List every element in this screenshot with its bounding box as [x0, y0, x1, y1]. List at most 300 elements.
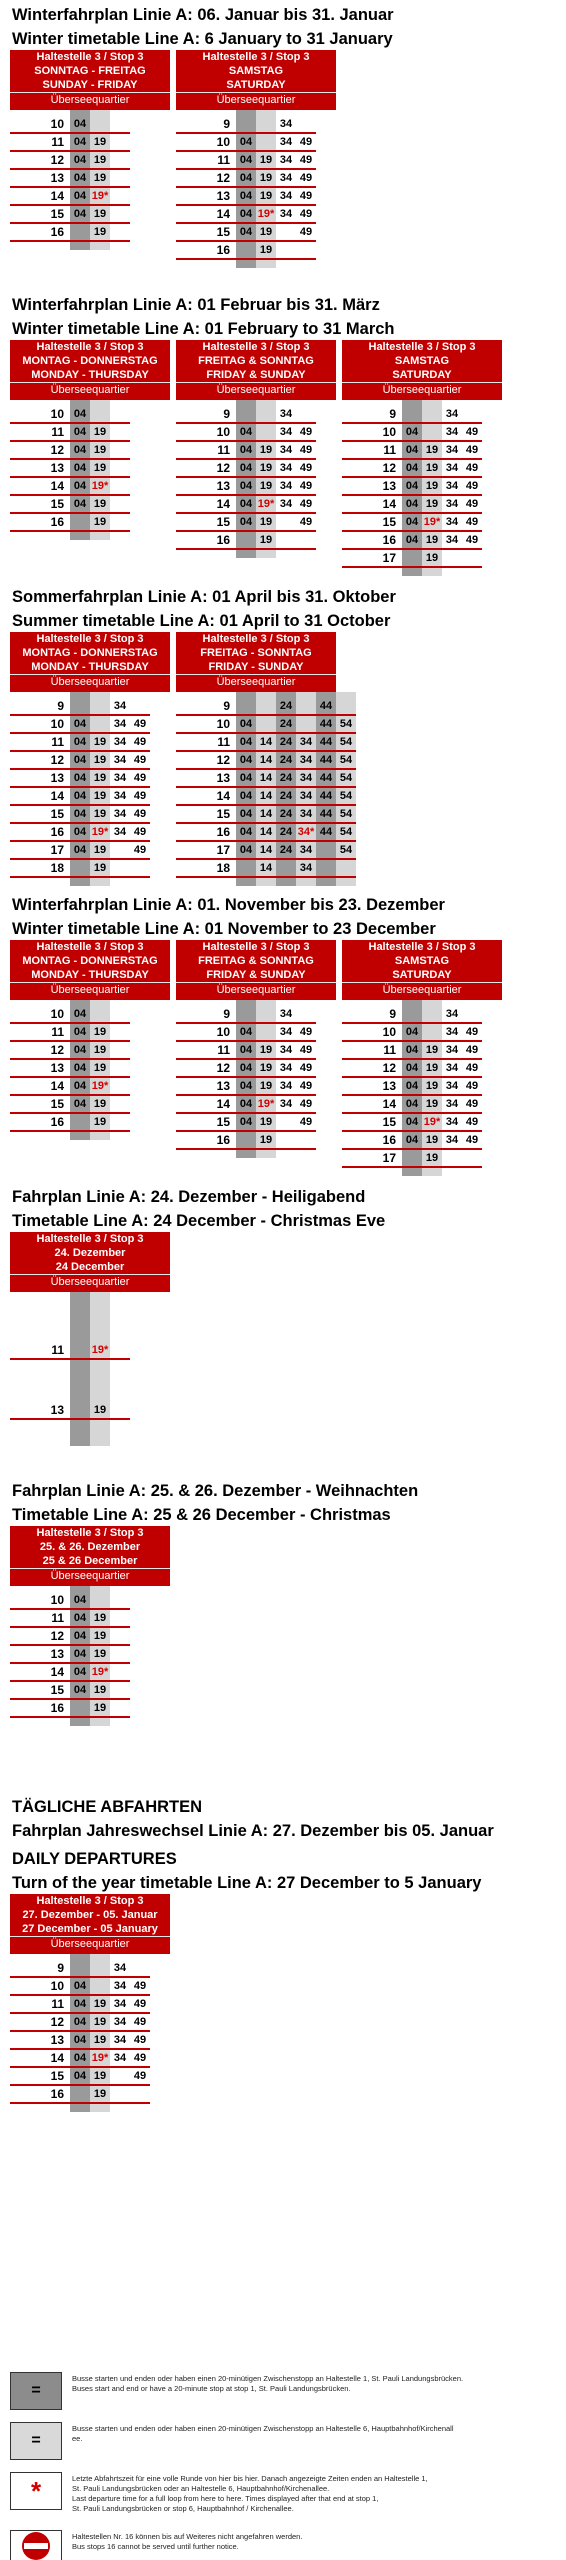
- table-header: [10, 1526, 170, 1586]
- minute-cell: 19: [425, 1080, 439, 1092]
- stop-name: Haltestelle 3 / Stop 3: [36, 1895, 144, 1907]
- minute-cell: 19: [425, 462, 439, 474]
- departure-row: [176, 406, 316, 424]
- minute-cell: 04: [405, 462, 419, 474]
- departure-row: [342, 478, 482, 496]
- minute-cell: [422, 1006, 442, 1023]
- minute-cell: [442, 1150, 462, 1167]
- minute-cell: 34: [445, 1026, 459, 1038]
- departure-row: [342, 514, 482, 532]
- minute-cell: 34: [113, 2052, 127, 2064]
- minute-cell: [90, 406, 110, 423]
- minute-cell: 19: [93, 226, 107, 238]
- minute-cell: 19*: [91, 2052, 109, 2064]
- minute-cell: [110, 1342, 130, 1359]
- minute-cell: [110, 1700, 130, 1717]
- service-days: SAMSTAG: [394, 955, 450, 967]
- minute-cell: 34: [299, 754, 313, 766]
- row-divider: [10, 1716, 130, 1718]
- minute-cell: 04: [405, 516, 419, 528]
- hour-cell: 17: [216, 843, 230, 857]
- table-header: [342, 340, 502, 400]
- minute-cell: 04: [239, 1026, 253, 1038]
- minute-cell: 04: [239, 498, 253, 510]
- minute-cell: 19: [93, 2034, 107, 2046]
- section-title: Timetable Line A: 24 December - Christmas Eve: [12, 1212, 386, 1230]
- minute-cell: 24: [279, 754, 293, 766]
- minute-cell: 34: [279, 1044, 293, 1056]
- departure-row: [176, 242, 316, 260]
- minute-cell: 34: [113, 1998, 127, 2010]
- minute-cell: [110, 1664, 130, 1681]
- stop-area: Überseequartier: [10, 982, 170, 996]
- minute-cell: 24: [279, 700, 293, 712]
- section-title: Winterfahrplan Linie A: 01. November bis 23. Dezember: [12, 896, 445, 914]
- departure-row: [10, 1664, 130, 1682]
- stop-area: Überseequartier: [176, 92, 336, 106]
- hour-cell: 15: [216, 515, 230, 529]
- minute-cell: [296, 116, 316, 133]
- minute-cell: 19: [259, 1062, 273, 1074]
- minute-cell: 19: [93, 1026, 107, 1038]
- minute-cell: 04: [239, 154, 253, 166]
- section-title: Winter timetable Line A: 01 February to 31 March: [12, 320, 395, 338]
- minute-cell: 19: [425, 1098, 439, 1110]
- minute-cell: 54: [339, 772, 353, 784]
- minute-cell: [110, 424, 130, 441]
- minute-cell: 49: [299, 208, 313, 220]
- minute-cell: [110, 1042, 130, 1059]
- departure-row: [10, 406, 130, 424]
- minute-cell: 34: [445, 444, 459, 456]
- section-title: TÄGLICHE ABFAHRTEN: [12, 1798, 203, 1816]
- hour-cell: 12: [216, 1061, 230, 1075]
- minute-cell: [110, 116, 130, 133]
- hour-cell: 10: [50, 717, 64, 731]
- legend-text-line: Busse starten und enden oder haben einen 20-minütigen Zwischenstopp an Haltestelle 6, Hauptbahnhof/Kirchenall: [72, 2424, 454, 2433]
- departure-row: [176, 752, 356, 770]
- minute-cell: 19: [259, 190, 273, 202]
- minute-cell: [256, 424, 276, 441]
- hour-cell: 13: [50, 171, 64, 185]
- minute-cell: 34: [113, 790, 127, 802]
- minute-cell: 04: [73, 480, 87, 492]
- minute-cell: [402, 1006, 422, 1023]
- service-days: MONDAY - THURSDAY: [31, 661, 149, 673]
- hour-cell: 15: [382, 515, 396, 529]
- table-body: [342, 400, 502, 576]
- departure-row: [10, 424, 130, 442]
- minute-cell: 44: [319, 826, 333, 838]
- departure-row: [10, 2068, 150, 2086]
- section-title: Winterfahrplan Linie A: 01 Februar bis 31. März: [12, 296, 380, 314]
- stop-area: Überseequartier: [342, 382, 502, 396]
- minute-cell: 49: [299, 498, 313, 510]
- departure-row: [10, 2032, 150, 2050]
- minute-cell: 19: [259, 444, 273, 456]
- minute-cell: 49: [133, 736, 147, 748]
- minute-cell: 34: [445, 408, 459, 420]
- minute-cell: 49: [299, 516, 313, 528]
- minute-cell: 04: [73, 136, 87, 148]
- section-title: Fahrplan Jahreswechsel Linie A: 27. Dezember bis 05. Januar: [12, 1822, 494, 1840]
- minute-cell: 49: [299, 462, 313, 474]
- minute-cell: 19: [93, 1648, 107, 1660]
- minute-cell: 49: [133, 2016, 147, 2028]
- service-days: MONTAG - DONNERSTAG: [22, 647, 158, 659]
- minute-cell: 19: [93, 1062, 107, 1074]
- minute-cell: 19: [425, 1062, 439, 1074]
- minute-cell: [110, 152, 130, 169]
- minute-cell: 04: [239, 736, 253, 748]
- stop-area: Überseequartier: [342, 982, 502, 996]
- minute-cell: 04: [73, 190, 87, 202]
- table-body: [342, 1000, 502, 1176]
- section-title: Fahrplan Linie A: 25. & 26. Dezember - Weihnachten: [12, 1482, 419, 1500]
- minute-cell: 04: [405, 444, 419, 456]
- service-days: SATURDAY: [392, 369, 452, 381]
- minute-cell: 49: [133, 826, 147, 838]
- minute-cell: [110, 170, 130, 187]
- minute-cell: 34: [279, 208, 293, 220]
- minute-cell: 49: [299, 172, 313, 184]
- minute-cell: 34: [445, 426, 459, 438]
- minute-cell: [70, 514, 90, 531]
- minute-cell: 04: [239, 1044, 253, 1056]
- stop-area: Überseequartier: [176, 674, 336, 688]
- service-days: 27. Dezember - 05. Januar: [22, 1909, 158, 1921]
- table-header: [176, 632, 336, 692]
- minute-cell: 04: [73, 1062, 87, 1074]
- minute-cell: 04: [239, 826, 253, 838]
- minute-cell: 44: [319, 790, 333, 802]
- minute-cell: [90, 1592, 110, 1609]
- hour-cell: 14: [382, 497, 396, 511]
- hour-cell: 10: [50, 1007, 64, 1021]
- minute-cell: [110, 406, 130, 423]
- minute-cell: 34: [113, 772, 127, 784]
- table-body: [10, 1954, 170, 2112]
- minute-cell: 34: [445, 1062, 459, 1074]
- hour-cell: 9: [223, 1007, 230, 1021]
- minute-cell: 34: [445, 1044, 459, 1056]
- hour-cell: 16: [50, 2087, 64, 2101]
- stop-area: Überseequartier: [10, 674, 170, 688]
- minute-cell: [402, 550, 422, 567]
- minute-cell: 04: [239, 1116, 253, 1128]
- stop-name: Haltestelle 3 / Stop 3: [368, 341, 476, 353]
- hour-cell: 11: [217, 443, 230, 457]
- departure-row: [10, 496, 130, 514]
- hour-cell: 14: [50, 789, 64, 803]
- minute-cell: [236, 1132, 256, 1149]
- minute-cell: [276, 1132, 296, 1149]
- minute-cell: [110, 1114, 130, 1131]
- minute-cell: 49: [133, 772, 147, 784]
- hour-cell: 15: [50, 1097, 64, 1111]
- departure-row: [10, 116, 130, 134]
- departure-row: [176, 1132, 316, 1150]
- minute-cell: 44: [319, 772, 333, 784]
- minute-cell: 34: [445, 1080, 459, 1092]
- minute-cell: 04: [239, 844, 253, 856]
- minute-cell: [462, 1150, 482, 1167]
- minute-cell: 34: [113, 2034, 127, 2046]
- minute-cell: 19: [259, 534, 273, 546]
- hour-cell: 11: [51, 1025, 64, 1039]
- table-header: [176, 50, 336, 110]
- minute-cell: [130, 2086, 150, 2103]
- row-divider: [10, 530, 130, 532]
- minute-cell: 04: [239, 172, 253, 184]
- section-title: Timetable Line A: 25 & 26 December - Christmas: [12, 1506, 391, 1524]
- minute-cell: 04: [405, 426, 419, 438]
- minute-cell: 49: [133, 808, 147, 820]
- hour-cell: 14: [216, 1097, 230, 1111]
- minute-cell: [110, 860, 130, 877]
- minute-cell: 04: [73, 208, 87, 220]
- minute-cell: 54: [339, 790, 353, 802]
- minute-cell: 19: [425, 1152, 439, 1164]
- departure-row: [342, 1060, 482, 1078]
- minute-cell: 34: [113, 700, 127, 712]
- minute-cell: 49: [133, 754, 147, 766]
- departure-row: [10, 842, 150, 860]
- hour-cell: 16: [50, 825, 64, 839]
- minute-cell: 54: [339, 808, 353, 820]
- minute-cell: 49: [133, 718, 147, 730]
- minute-cell: 44: [319, 808, 333, 820]
- minute-cell: 19: [93, 136, 107, 148]
- minute-cell: 04: [73, 426, 87, 438]
- departure-row: [10, 2014, 150, 2032]
- hour-cell: 9: [389, 407, 396, 421]
- hour-cell: 10: [50, 117, 64, 131]
- hour-cell: 16: [50, 1701, 64, 1715]
- minute-cell: [110, 442, 130, 459]
- minute-cell: 04: [405, 1098, 419, 1110]
- stop-name: Haltestelle 3 / Stop 3: [36, 633, 144, 645]
- minute-cell: [336, 860, 356, 877]
- hour-cell: 12: [50, 1629, 64, 1643]
- minute-cell: 19: [259, 1116, 273, 1128]
- minute-cell: [130, 1960, 150, 1977]
- minute-cell: 04: [73, 154, 87, 166]
- table-body: [176, 110, 336, 268]
- minute-cell: [336, 698, 356, 715]
- hour-cell: 14: [50, 479, 64, 493]
- departure-row: [176, 514, 316, 532]
- hour-cell: 11: [217, 153, 230, 167]
- minute-cell: [402, 406, 422, 423]
- minute-cell: 04: [405, 534, 419, 546]
- minute-cell: 34: [279, 136, 293, 148]
- departure-row: [176, 806, 356, 824]
- minute-cell: [236, 116, 256, 133]
- minute-cell: 04: [73, 2016, 87, 2028]
- minute-cell: 49: [133, 2070, 147, 2082]
- minute-cell: 34: [279, 1026, 293, 1038]
- minute-cell: 19: [93, 2070, 107, 2082]
- minute-cell: [422, 406, 442, 423]
- minute-cell: 49: [465, 480, 479, 492]
- row-divider: [342, 566, 482, 568]
- service-days: FRIDAY - SUNDAY: [208, 661, 304, 673]
- departure-row: [176, 1042, 316, 1060]
- minute-cell: 19: [93, 444, 107, 456]
- minute-cell: 14: [259, 808, 273, 820]
- minute-cell: 04: [405, 498, 419, 510]
- minute-cell: 34: [279, 118, 293, 130]
- minute-cell: [236, 532, 256, 549]
- stop-area: Überseequartier: [10, 1936, 170, 1950]
- minute-cell: 19: [425, 480, 439, 492]
- minute-cell: 49: [133, 1998, 147, 2010]
- hour-cell: 14: [50, 1079, 64, 1093]
- minute-cell: 24: [279, 826, 293, 838]
- departure-row: [10, 806, 150, 824]
- minute-cell: 19: [425, 444, 439, 456]
- minute-cell: 04: [239, 444, 253, 456]
- minute-cell: 19: [93, 154, 107, 166]
- legend-text-line: Last departure time for a full loop from here to here. Times displayed after that end at stop 1,: [72, 2494, 379, 2503]
- hour-cell: 10: [216, 135, 230, 149]
- minute-cell: 04: [239, 226, 253, 238]
- table-body: [10, 1000, 170, 1140]
- minute-cell: 19: [259, 154, 273, 166]
- service-days: FRIDAY & SUNDAY: [206, 969, 306, 981]
- minute-cell: 04: [239, 1080, 253, 1092]
- hour-cell: 11: [51, 1997, 64, 2011]
- minute-cell: 34: [445, 1098, 459, 1110]
- minute-cell: 34: [279, 1080, 293, 1092]
- stop-area: Überseequartier: [10, 92, 170, 106]
- minute-cell: 04: [405, 1116, 419, 1128]
- minute-cell: 49: [465, 534, 479, 546]
- minute-cell: [236, 242, 256, 259]
- hour-cell: 14: [216, 207, 230, 221]
- minute-cell: 04: [405, 1080, 419, 1092]
- minute-cell: [70, 1700, 90, 1717]
- minute-cell: [90, 116, 110, 133]
- minute-cell: 19: [93, 1098, 107, 1110]
- table-body: [176, 400, 336, 558]
- minute-cell: 34: [279, 1098, 293, 1110]
- departure-row: [10, 824, 150, 842]
- hour-cell: 11: [51, 425, 64, 439]
- hour-cell: 13: [382, 479, 396, 493]
- minute-cell: 19*: [91, 190, 109, 202]
- minute-cell: 19: [93, 1630, 107, 1642]
- asterisk-icon: *: [10, 2472, 62, 2510]
- minute-cell: 34: [279, 1062, 293, 1074]
- service-days: FRIDAY & SUNDAY: [206, 369, 306, 381]
- table-body: [176, 692, 353, 886]
- minute-cell: 04: [73, 1612, 87, 1624]
- hour-cell: 13: [216, 189, 230, 203]
- hour-cell: 12: [382, 461, 396, 475]
- minute-cell: 19: [425, 1044, 439, 1056]
- minute-cell: [70, 1114, 90, 1131]
- service-days: SATURDAY: [392, 969, 452, 981]
- minute-cell: 19: [93, 772, 107, 784]
- departure-row: [342, 1024, 482, 1042]
- minute-cell: 49: [465, 1080, 479, 1092]
- minute-cell: [110, 1682, 130, 1699]
- table-header: [10, 50, 170, 110]
- hour-cell: 15: [216, 1115, 230, 1129]
- minute-cell: 04: [73, 1648, 87, 1660]
- departure-row: [10, 752, 150, 770]
- minute-cell: 19: [93, 516, 107, 528]
- section-title: Fahrplan Linie A: 24. Dezember - Heiligabend: [12, 1188, 366, 1206]
- legend-text-line: Buses start and end or have a 20-minute stop at stop 1, St. Pauli Landungsbrücken.: [72, 2384, 351, 2393]
- minute-cell: 19: [93, 844, 107, 856]
- minute-cell: 34: [113, 1980, 127, 1992]
- minute-cell: 04: [73, 118, 87, 130]
- minute-cell: 04: [239, 772, 253, 784]
- hour-cell: 12: [50, 153, 64, 167]
- departure-row: [10, 460, 130, 478]
- table-header: [176, 340, 336, 400]
- hour-cell: 14: [216, 789, 230, 803]
- legend-text-line: St. Pauli Landungsbrücken or stop 6, Hauptbahnhof / Kirchenallee.: [72, 2504, 294, 2513]
- minute-cell: 49: [465, 1116, 479, 1128]
- minute-cell: [422, 424, 442, 441]
- service-days: 25 & 26 December: [42, 1555, 138, 1567]
- stop-name: Haltestelle 3 / Stop 3: [202, 941, 310, 953]
- stop-name: Haltestelle 3 / Stop 3: [202, 633, 310, 645]
- row-divider: [176, 548, 316, 550]
- minute-cell: 49: [299, 444, 313, 456]
- departure-row: [342, 406, 482, 424]
- minute-cell: 19*: [91, 1080, 109, 1092]
- minute-cell: 19: [93, 172, 107, 184]
- minute-cell: [110, 206, 130, 223]
- minute-cell: 04: [405, 1062, 419, 1074]
- departure-row: [342, 1150, 482, 1168]
- minute-cell: 49: [133, 2034, 147, 2046]
- minute-cell: 19*: [91, 1344, 109, 1356]
- hour-cell: 15: [216, 807, 230, 821]
- minute-cell: 49: [299, 136, 313, 148]
- stop-name: Haltestelle 3 / Stop 3: [36, 941, 144, 953]
- departure-row: [176, 424, 316, 442]
- minute-cell: 34: [279, 1008, 293, 1020]
- departure-row: [10, 770, 150, 788]
- minute-cell: 19: [93, 736, 107, 748]
- hour-cell: 12: [216, 753, 230, 767]
- departure-row: [176, 224, 316, 242]
- departure-row: [10, 134, 130, 152]
- minute-cell: 04: [73, 2052, 87, 2064]
- hour-cell: 15: [50, 207, 64, 221]
- minute-cell: [70, 2086, 90, 2103]
- minute-cell: [236, 860, 256, 877]
- stop-name: Haltestelle 3 / Stop 3: [36, 51, 144, 63]
- hour-cell: 17: [382, 551, 396, 565]
- hour-cell: 11: [51, 735, 64, 749]
- minute-cell: 19*: [423, 1116, 441, 1128]
- minute-cell: 24: [279, 790, 293, 802]
- service-days: 25. & 26. Dezember: [39, 1541, 141, 1553]
- minute-cell: 04: [239, 1098, 253, 1110]
- hour-cell: 13: [216, 771, 230, 785]
- table-body: [10, 1586, 170, 1726]
- minute-cell: [110, 224, 130, 241]
- departure-row: [10, 478, 130, 496]
- minute-cell: 04: [239, 1062, 253, 1074]
